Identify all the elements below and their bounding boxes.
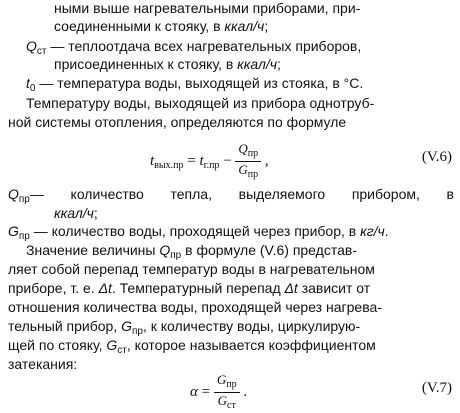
formula-punct: . [239, 383, 248, 400]
definition-text: — теплоотдача всех нагревательных приборов, [46, 38, 362, 54]
equation-number-v7: (V.7) [421, 380, 452, 396]
symbol: $Q_{пр}$ [159, 242, 182, 261]
text-line-13 [8, 280, 370, 297]
text-segment: Значение величины [26, 242, 160, 258]
text-segment: в формуле (V.6) представ- [181, 242, 357, 258]
symbol: $Q_{ст}$ [26, 38, 47, 57]
text-line-6 [26, 95, 374, 112]
text-segment: соединенными к стояку, в [54, 18, 225, 34]
symbol: Δt [284, 280, 298, 296]
text-segment: ; [93, 205, 98, 221]
text-segment: ; [277, 56, 281, 72]
text-line-7 [8, 114, 346, 131]
formula-lhs: $t_{вых.пр}$ [150, 152, 184, 171]
text-segment: . Температурный перепад [111, 280, 285, 296]
text-line-1 [54, 0, 454, 17]
unit-text: ккал/ч [54, 205, 94, 221]
fraction: $\frac{Q_{пр}}{G_{пр}}$ [235, 141, 261, 182]
formula-term: $t_{г.пр}$ [199, 152, 220, 171]
text-segment: . [384, 223, 389, 239]
formula-punct: , [261, 152, 269, 169]
definition-text: — количество воды, проходящей через прибор, в [29, 223, 361, 239]
text-segment: ; [264, 18, 269, 34]
text-segment: затекания: [8, 356, 78, 372]
symbol: $G_{ст}$ [106, 337, 127, 356]
text-segment: , к количеству воды, циркулирую- [142, 318, 361, 334]
symbol: $t_0$ [26, 75, 36, 94]
text-segment: присоединенных к стояку, в [54, 56, 238, 72]
text-line-17 [8, 356, 77, 373]
formula-v6 [150, 141, 269, 183]
unit-text: ккал/ч [237, 56, 278, 72]
text-segment: Температуру воды, выходящей из прибора однотруб- [26, 95, 375, 111]
symbol: $G_{пр}$ [121, 318, 143, 337]
unit-text: кг/ч [360, 223, 385, 239]
text-segment: щей по стояку, [8, 337, 107, 353]
text-line-2 [54, 18, 268, 35]
symbol: Δt [98, 280, 112, 296]
text-segment: тельный прибор, [8, 318, 122, 334]
symbol: $Q_{пр}$ [8, 186, 30, 205]
text-line-14 [8, 299, 382, 316]
unit-text: ккал/ч [224, 18, 265, 34]
fraction: $\frac{G_{пр}}{G_{ст}}$ [214, 372, 240, 413]
definition-t0 [26, 75, 363, 97]
text-line-9 [54, 205, 98, 222]
definition-text: — количество тепла, выделяемого прибором, в [29, 186, 454, 202]
text-segment: приборе, т. е. [8, 280, 99, 296]
minus-sign: − [219, 152, 236, 169]
text-line-4 [54, 56, 281, 73]
equation-number-v6: (V.6) [421, 149, 452, 165]
formula-lhs: α [190, 383, 198, 400]
symbol: $G_{пр}$ [8, 223, 30, 242]
equals-sign: = [183, 152, 200, 169]
equals-sign: = [197, 383, 214, 400]
text-segment: , которое называется коэффициентом [126, 337, 376, 353]
text-segment: ляет собой перепад температур воды в нагревательном [8, 261, 375, 277]
text-line-12 [8, 261, 375, 278]
text-segment: зависит от [297, 280, 371, 296]
definition-text: — температура воды, выходящей из стояка, в °С. [35, 75, 364, 91]
text-segment: отношения количества воды, проходящей через нагрева- [8, 299, 382, 315]
text-segment: ной системы отопления, определяются по формуле [8, 114, 347, 130]
text-segment: ными выше нагревательными приборами, при- [54, 0, 361, 16]
